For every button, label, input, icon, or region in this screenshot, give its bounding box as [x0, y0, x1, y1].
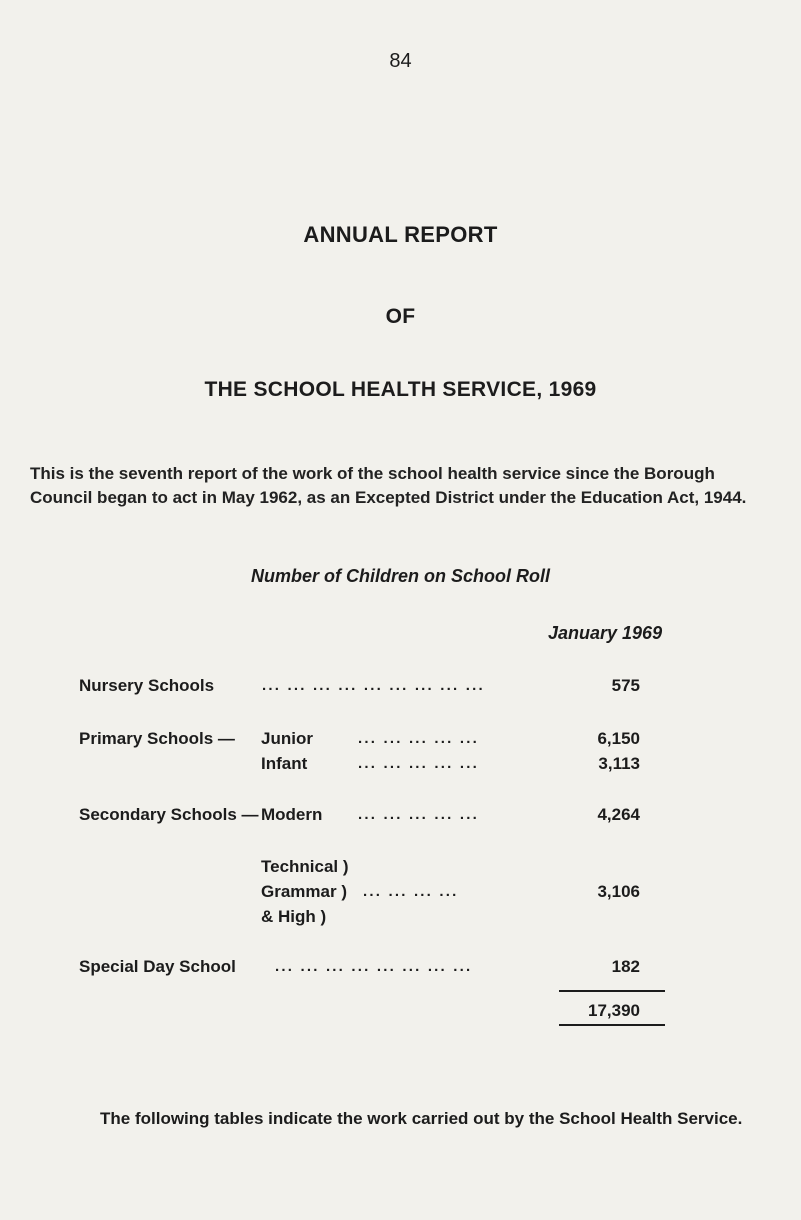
leader-dots: ... ... ... ... ...: [358, 806, 479, 823]
total-value: 17,390: [588, 1001, 640, 1020]
row-sub-junior: Junior: [261, 729, 313, 748]
table-title: Number of Children on School Roll: [251, 566, 550, 586]
row-category-secondary: Secondary Schools —: [79, 805, 259, 824]
total-rule-top: [559, 990, 665, 992]
row-value-infant: 3,113: [598, 754, 640, 773]
row-sub-modern: Modern: [261, 805, 323, 824]
row-sub-infant: Infant: [261, 754, 308, 773]
row-category-special: Special Day School: [79, 957, 236, 976]
row-value-nursery: 575: [611, 676, 640, 695]
row-sub-grammar: Grammar ): [261, 882, 347, 901]
row-value-special: 182: [611, 957, 640, 976]
intro-paragraph: [30, 462, 770, 510]
intro-text: This is the seventh report of the work of the school health service since the Borough Council began to act in May 1962, as an Excepted District under the Education Act, 1944.: [30, 464, 747, 507]
column-header: January 1969: [548, 623, 663, 643]
leader-dots: ... ... ... ... ...: [358, 730, 479, 747]
leader-dots: ... ... ... ...: [363, 883, 459, 900]
leader-dots: ... ... ... ... ... ... ... ... ...: [262, 677, 485, 694]
row-category-nursery: Nursery Schools: [79, 676, 215, 695]
report-title-of: OF: [385, 305, 416, 328]
leader-dots: ... ... ... ... ...: [358, 755, 479, 772]
row-value-junior: 6,150: [597, 729, 640, 748]
report-subtitle: THE SCHOOL HEALTH SERVICE, 1969: [204, 378, 597, 401]
row-category-primary: Primary Schools —: [79, 729, 235, 748]
report-title: ANNUAL REPORT: [303, 222, 498, 247]
row-sub-technical: Technical ): [261, 857, 349, 876]
leader-dots: ... ... ... ... ... ... ... ...: [275, 958, 473, 975]
row-value-modern: 4,264: [597, 805, 640, 824]
row-value-grammar: 3,106: [597, 882, 640, 901]
total-rule-bottom: [559, 1024, 665, 1026]
row-sub-high: & High ): [261, 907, 327, 926]
footer-paragraph: The following tables indicate the work carried out by the School Health Service.: [100, 1109, 743, 1128]
page-number: 84: [389, 50, 412, 72]
